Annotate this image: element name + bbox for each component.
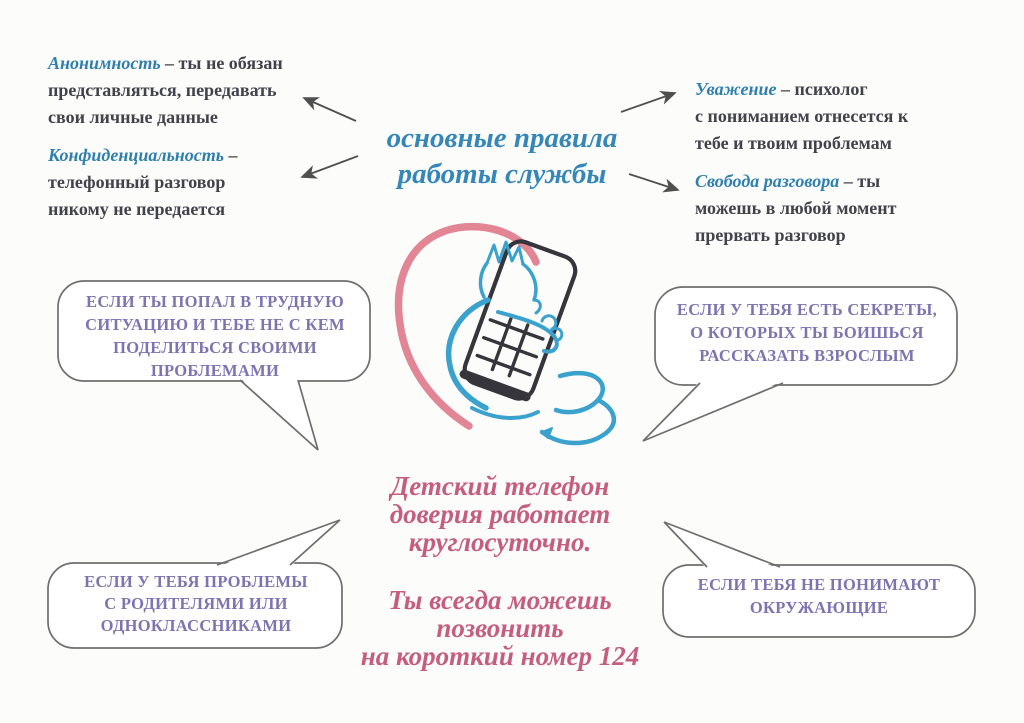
rule-freedom <box>695 168 965 249</box>
rule-text: можешь в любой момент <box>695 198 897 218</box>
rules-right-column <box>695 76 965 260</box>
message-line: Детский телефон <box>390 471 610 501</box>
helpline-logo <box>399 227 614 443</box>
poster-title <box>352 120 652 192</box>
bubble-line: СИТУАЦИЮ И ТЕБЕ НЕ С КЕМ <box>85 315 345 334</box>
bubble-bottom-left-text <box>50 571 342 637</box>
bubble-line: О КОТОРЫХ ТЫ БОИШЬСЯ <box>690 323 924 342</box>
rule-text: с пониманием отнесется к <box>695 106 909 126</box>
bubble-line: ЕСЛИ ТЫ ПОПАЛ В ТРУДНУЮ <box>86 292 344 311</box>
rule-text: телефонный разговор <box>48 172 226 192</box>
rule-text: свои личные данные <box>48 107 218 127</box>
bubble-top-right-text <box>658 298 956 367</box>
rule-keyword: Конфиденциальность <box>48 145 225 165</box>
message-line: Ты всегда можешь <box>388 585 612 615</box>
poster-title-line: работы службы <box>397 158 607 190</box>
rule-text: – ты не обязан <box>160 53 283 73</box>
bubble-bottom-right-text <box>665 573 973 619</box>
message-line: позвонить <box>436 613 564 643</box>
rule-keyword: Свобода разговора <box>695 171 840 191</box>
rule-anonymity <box>48 50 328 131</box>
arrow-to-respect-icon <box>621 93 675 112</box>
bubble-line: С РОДИТЕЛЯМИ ИЛИ <box>104 594 288 613</box>
rules-left-column <box>48 50 328 234</box>
rule-text: никому не передается <box>48 199 226 219</box>
swoosh-icon <box>542 373 614 443</box>
message-line: на короткий номер 124 <box>360 641 640 671</box>
helpline-message <box>330 472 670 670</box>
rule-text: прервать разговор <box>695 225 846 245</box>
rule-text: представляться, передавать <box>48 80 277 100</box>
poster-title-line: основные правила <box>386 122 618 154</box>
rule-text: – <box>224 145 238 165</box>
bubble-line: ЕСЛИ ТЕБЯ НЕ ПОНИМАЮТ <box>697 575 941 594</box>
rule-text: тебе и твоим проблемам <box>695 133 892 153</box>
rule-respect <box>695 76 965 157</box>
bubble-line: ЕСЛИ У ТЕБЯ ПРОБЛЕМЫ <box>84 572 308 591</box>
bubble-line: РАССКАЗАТЬ ВЗРОСЛЫМ <box>699 346 915 365</box>
rule-text: – психолог <box>776 79 868 99</box>
bubble-line: ОДНОКЛАССНИКАМИ <box>100 616 292 635</box>
helpline-message-paragraph-1 <box>330 472 670 556</box>
bubble-line: ОКРУЖАЮЩИЕ <box>749 598 889 617</box>
helpline-message-paragraph-2 <box>330 586 670 670</box>
message-line: доверия работает <box>389 499 611 529</box>
rule-keyword: Уважение <box>695 79 777 99</box>
rule-keyword: Анонимность <box>48 53 161 73</box>
rule-text: – ты <box>839 171 881 191</box>
bubble-line: ПОДЕЛИТЬСЯ СВОИМИ <box>113 338 317 357</box>
rule-confidentiality <box>48 142 328 223</box>
bubble-top-left-text <box>62 290 368 382</box>
bubble-line: ЕСЛИ У ТЕБЯ ЕСТЬ СЕКРЕТЫ, <box>676 300 938 319</box>
message-line: круглосуточно. <box>408 527 592 557</box>
bubble-line: ПРОБЛЕМАМИ <box>150 361 280 380</box>
